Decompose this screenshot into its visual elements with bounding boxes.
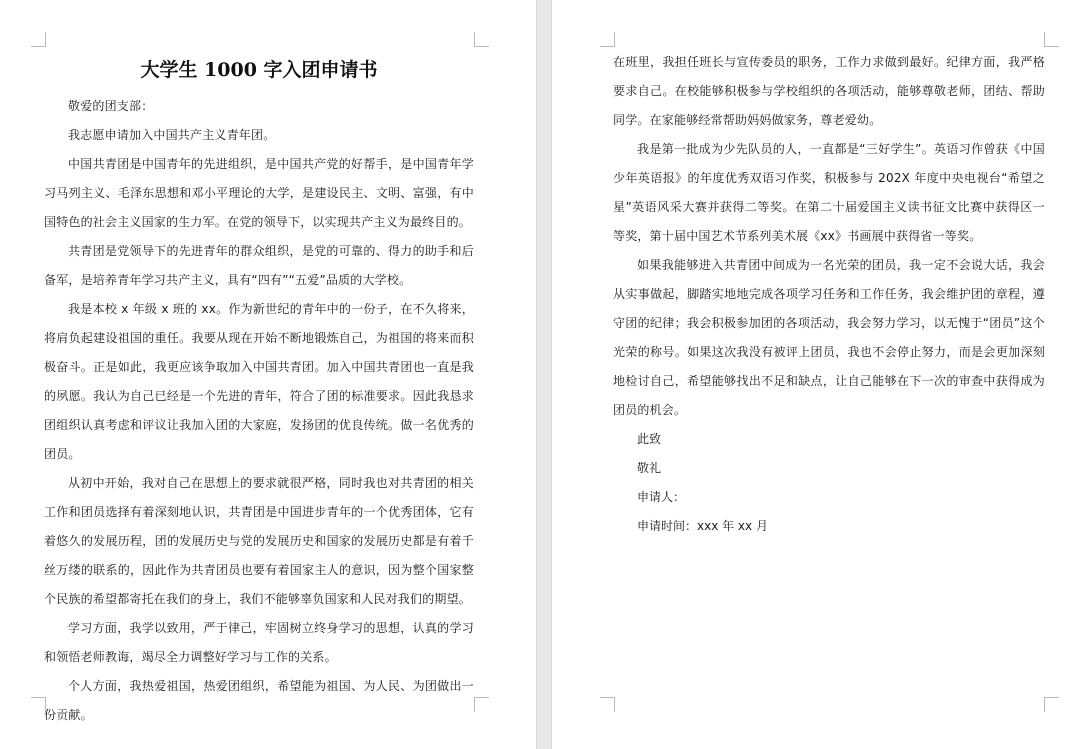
margin-mark-top-right xyxy=(1044,32,1059,47)
paragraph: 学习方面，我学以致用，严于律己，牢固树立终身学习的思想，认真的学习和领悟老师教诲，竭尽全力调整好学习与工作的关系。 xyxy=(44,621,474,664)
paragraph: 我志愿申请加入中国共产主义青年团。 xyxy=(68,128,276,142)
paragraph: 从初中开始，我对自己在思想上的要求就很严格，同时我也对共青团的相关工作和团员选择有着深刻地认识，共青团是中国进步青年的一个优秀团体，它有着悠久的发展历程，团的发展历史与党的发展历史和国家的发展历史都是有着千丝万缕的联系的，因此作为共青团员也要有着国家主人的意识，因为整个国家整个民族的希望都寄托在我们的身上，我们不能够辜负国家和人民对我们的期望。 xyxy=(44,476,474,606)
applicant-line: 申请人： xyxy=(637,490,686,504)
paragraph: 我是本校 x 年级 x 班的 xx。作为新世纪的青年中的一份子，在不久将来，将肩负起建设祖国的重任。我要从现在开始不断地锻炼自己，为祖国的将来而积极奋斗。正是如此，我更应该争取加入中国共青团。加入中国共青团也一直是我的夙愿。我认为自己已经是一个先进的青年，符合了团的标准要求。因此我恳求团组织认真考虑和评议让我加入团的大家庭，发扬团的优良传统。做一名优秀的团员。 xyxy=(44,302,474,461)
margin-mark-top-left xyxy=(31,32,46,47)
page-gap xyxy=(536,0,552,749)
application-date: 申请时间：xxx 年 xx 月 xyxy=(637,519,768,533)
page-1-body[interactable] xyxy=(44,50,474,730)
document-title: 大学生 1000 字入团申请书 xyxy=(140,59,378,81)
salutation: 敬爱的团支部： xyxy=(68,99,154,113)
page-2 xyxy=(552,0,1080,749)
paragraph: 中国共青团是中国青年的先进组织，是中国共产党的好帮手，是中国青年学习马列主义、毛泽东思想和邓小平理论的大学，是建设民主、文明、富强，有中国特色的社会主义国家的生力军。在党的领导下，以实现共产主义为最终目的。 xyxy=(44,157,474,229)
paragraph-continuation: 在班里，我担任班长与宣传委员的职务，工作力求做到最好。纪律方面，我严格要求自己。在校能够积极参与学校组织的各项活动，能够尊敬老师，团结、帮助同学。在家能够经常帮助妈妈做家务，尊老爱幼。 xyxy=(613,55,1045,127)
paragraph: 个人方面，我热爱祖国，热爱团组织，希望能为祖国、为人民、为团做出一份贡献。 xyxy=(44,679,474,722)
paragraph: 我是第一批成为少先队员的人，一直都是“三好学生”。英语习作曾获《中国少年英语报》的年度优秀双语习作奖，积极参与 202X 年度中央电视台“希望之星”英语风采大赛并获得二等奖。在第二十届爱国主义读书征文比赛中获得区一等奖，第十届中国艺术节系列美术展《xx》书画展中获得省一等奖。 xyxy=(613,142,1045,243)
paragraph: 如果我能够进入共青团中间成为一名光荣的团员，我一定不会说大话，我会从实事做起，脚踏实地地完成各项学习任务和工作任务，我会维护团的章程，遵守团的纪律；我会积极参加团的各项活动，我会努力学习，以无愧于“团员”这个光荣的称号。如果这次我没有被评上团员，我也不会停止努力，而是会更加深刻地检讨自己，希望能够找出不足和缺点，让自己能够在下一次的审查中获得成为团员的机会。 xyxy=(613,258,1045,417)
page-1 xyxy=(0,0,536,749)
margin-mark-bottom-right xyxy=(474,697,489,712)
margin-mark-top-left xyxy=(600,32,615,47)
margin-mark-bottom-left xyxy=(600,697,615,712)
page-2-body[interactable] xyxy=(613,48,1045,541)
regards: 敬礼 xyxy=(637,461,662,475)
margin-mark-top-right xyxy=(474,32,489,47)
closing: 此致 xyxy=(637,432,662,446)
margin-mark-bottom-right xyxy=(1044,697,1059,712)
paragraph: 共青团是党领导下的先进青年的群众组织，是党的可靠的、得力的助手和后备军，是培养青年学习共产主义，具有“四有”“五爱”品质的大学校。 xyxy=(44,244,474,287)
